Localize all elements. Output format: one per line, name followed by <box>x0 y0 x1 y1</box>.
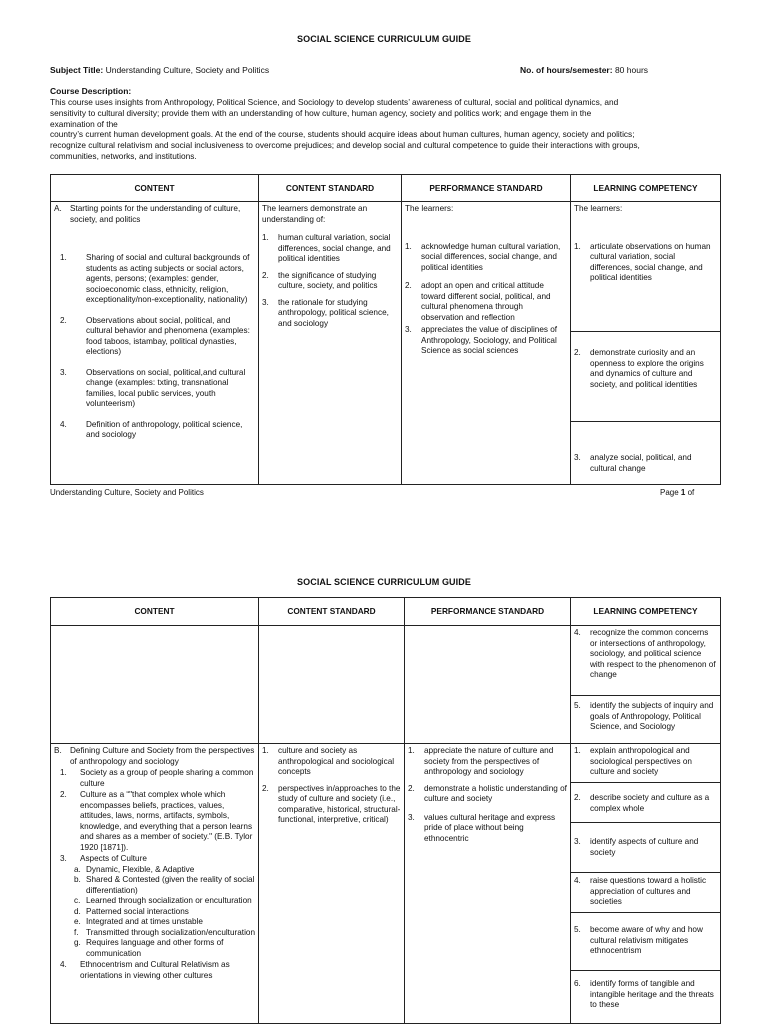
list-item: 4. Ethnocentrism and Cultural Relativism as orientations in viewing other cultures <box>60 960 230 980</box>
desc-line: This course uses insights from Anthropology, Political Science, and Sociology to develop students’ awareness of cultural, social and political dynamics, and <box>50 97 619 107</box>
content-heading-text: Starting points for the understanding of culture, society, and politics <box>70 204 241 224</box>
list-item: 1. appreciate the nature of culture and society from the perspectives of anthropology and sociology <box>408 746 554 776</box>
header-performance-standard: PERFORMANCE STANDARD <box>405 598 571 626</box>
list-item: 4. raise questions toward a holistic appreciation of cultures and societies <box>574 876 707 906</box>
header-learning-competency: LEARNING COMPETENCY <box>571 175 721 202</box>
list-item: 2. describe society and culture as a complex whole <box>574 793 710 813</box>
course-description-label: Course Description: <box>50 86 132 96</box>
sub-list-item: d. Patterned social interactions <box>74 906 189 916</box>
content-heading <box>54 746 255 767</box>
lc-block <box>571 823 720 873</box>
list-item: 1. articulate observations on human cultural variation, social differences, social change, and political identities <box>574 241 711 282</box>
learning-competency-cell <box>571 744 721 1024</box>
cs-intro: The learners demonstrate an understanding of: <box>262 204 368 224</box>
header-learning-competency: LEARNING COMPETENCY <box>571 598 721 626</box>
lc-block <box>571 913 720 971</box>
page-2 <box>0 560 768 1024</box>
performance-standard-cell-empty <box>405 626 571 744</box>
list-item: 3. analyze social, political, and cultural change <box>574 453 692 473</box>
lc-block <box>571 626 720 696</box>
content-heading-letter: A. <box>54 204 62 213</box>
desc-line: country’s current human development goals. At the end of the course, students should acquire ideas about human cultures, human agency, society and politics; <box>50 129 635 140</box>
header-performance-standard: PERFORMANCE STANDARD <box>402 175 571 202</box>
lc-block <box>571 202 720 332</box>
list-item: 4. recognize the common concerns or intersections of anthropology, sociology, and political science with respect to the phenomenon of change <box>574 628 716 679</box>
desc-line: examination of the <box>50 118 118 129</box>
subject-label: Subject Title: <box>50 65 104 75</box>
list-item: 2. demonstrate a holistic understanding of culture and society <box>408 783 567 803</box>
sub-list-item: c. Learned through socialization or enculturation <box>74 896 252 905</box>
list-item: 5. identify the subjects of inquiry and goals of Anthropology, Political Science, and Sociology <box>574 701 714 731</box>
lc-block <box>571 422 720 479</box>
lc-block <box>571 971 720 1016</box>
list-item: 1. Society as a group of people sharing a common culture <box>60 768 254 788</box>
lc-block <box>571 744 720 783</box>
subject-row <box>50 65 720 76</box>
list-item: 3. the rationale for studying anthropology, political science, and sociology <box>262 297 389 328</box>
list-item: 2. Culture as a “"that complex whole which encompasses beliefs, practices, values, attitudes, laws, norms, artifacts, symbols, knowledge, and everything that a person learns and shares as a member of society." (E.B. Tylor 1920 [1871]). <box>60 790 253 852</box>
list-item: 1. explain anthropological and sociological perspectives on culture and society <box>574 746 692 776</box>
header-content: CONTENT <box>51 598 259 626</box>
lc-block <box>571 873 720 913</box>
content-standard-cell-empty <box>259 626 405 744</box>
desc-line: communities, networks, and institutions. <box>50 150 197 161</box>
performance-standard-cell <box>405 744 571 1024</box>
list-item: 2. demonstrate curiosity and an openness to explore the origins and dynamics of culture and society, and political identities <box>574 348 704 389</box>
list-item: 3. Observations on social, political,and cultural change (examples: txting, transnational families, local public services, youth volunteerism) <box>60 367 246 408</box>
sub-list-item: a. Dynamic, Flexible, & Adaptive <box>74 864 195 874</box>
document-title: SOCIAL SCIENCE CURRICULUM GUIDE <box>297 577 471 587</box>
sub-list-item: e. Integrated and at times unstable <box>74 917 203 926</box>
list-item: 1. culture and society as anthropological and sociological concepts <box>262 746 395 776</box>
content-heading-text: Defining Culture and Society from the perspectives of anthropology and sociology <box>70 746 255 766</box>
list-item: 1. Sharing of social and cultural backgrounds of students as acting subjects or social actors, agents, persons; (examples: gender, socioeconomic class, ethnicity, religion, exceptionality/non-exceptionality, nationality) <box>60 253 250 304</box>
header-content: CONTENT <box>51 175 259 202</box>
sub-list-item: g. Requires language and other forms of communication <box>74 938 224 958</box>
sub-list-item: b. Shared & Contested (given the reality of social differentiation) <box>74 875 255 895</box>
desc-line: sensitivity to cultural diversity; provide them with an understanding of how culture, human agency, society and politics work; and engage them in the <box>50 107 592 118</box>
header-content-standard: CONTENT STANDARD <box>259 175 402 202</box>
lc-block <box>571 696 720 738</box>
curriculum-table-page-1 <box>50 174 721 485</box>
sub-list-item: f. Transmitted through socialization/enculturation <box>74 927 255 937</box>
list-item: 5. become aware of why and how cultural relativism mitigates ethnocentrism <box>574 925 703 955</box>
learning-competency-cell <box>571 626 721 744</box>
page-number: Page 1 of <box>660 488 695 497</box>
course-description <box>50 97 720 162</box>
lc-block <box>571 332 720 422</box>
list-item: 3. values cultural heritage and express pride of place without being ethnocentric <box>408 812 556 843</box>
list-item: 6. identify forms of tangible and intangible heritage and the threats to these <box>574 979 714 1009</box>
header-content-standard: CONTENT STANDARD <box>259 598 405 626</box>
content-cell <box>51 202 259 485</box>
content-heading <box>54 204 255 225</box>
content-standard-cell <box>259 202 402 485</box>
desc-line: recognize cultural relativism and social inclusiveness to overcome prejudices; and develop social and cultural competence to guide their interactions with groups, <box>50 140 640 151</box>
hours-block <box>520 65 648 76</box>
hours-label: No. of hours/semester: <box>520 65 613 75</box>
document-title: SOCIAL SCIENCE CURRICULUM GUIDE <box>297 34 471 44</box>
learning-competency-cell <box>571 202 721 485</box>
ps-intro: The learners: <box>405 204 454 213</box>
lc-intro: The learners: <box>574 204 623 213</box>
list-item: 3. identify aspects of culture and society <box>574 837 699 857</box>
list-item: 2. Observations about social, political, and cultural behavior and phenomena (examples: food taboos, istambay, political dynasties, elections) <box>60 315 250 356</box>
list-item: 2. adopt an open and critical attitude toward different social, political, and cultural phenomena through observation and reflection <box>405 281 551 322</box>
list-item: 1. human cultural variation, social differences, social change, and political identities <box>262 233 391 263</box>
footer-title: Understanding Culture, Society and Politics <box>50 488 204 497</box>
subject-value: Understanding Culture, Society and Politics <box>105 65 270 75</box>
curriculum-table-page-2 <box>50 597 721 1024</box>
performance-standard-cell <box>402 202 571 485</box>
page-gap <box>0 540 768 560</box>
content-standard-cell <box>259 744 405 1024</box>
hours-value: 80 hours <box>614 65 649 75</box>
content-heading-letter: B. <box>54 746 62 755</box>
list-item: 2. the significance of studying culture, society, and politics <box>262 270 378 290</box>
lc-block <box>571 783 720 823</box>
list-item: 3. Aspects of Culture <box>60 854 147 863</box>
list-item: 4. Definition of anthropology, political science, and sociology <box>60 419 243 439</box>
content-cell-empty <box>51 626 259 744</box>
list-item: 2. perspectives in/approaches to the study of culture and society (i.e., comparative, historical, structural-functional, interpretive, critical) <box>262 783 401 824</box>
list-item: 1. acknowledge human cultural variation, social differences, social change, and political identities <box>405 241 561 272</box>
content-cell <box>51 744 259 1024</box>
list-item: 3. appreciates the value of disciplines of Anthropology, Sociology, and Political Science as social sciences <box>405 325 558 355</box>
